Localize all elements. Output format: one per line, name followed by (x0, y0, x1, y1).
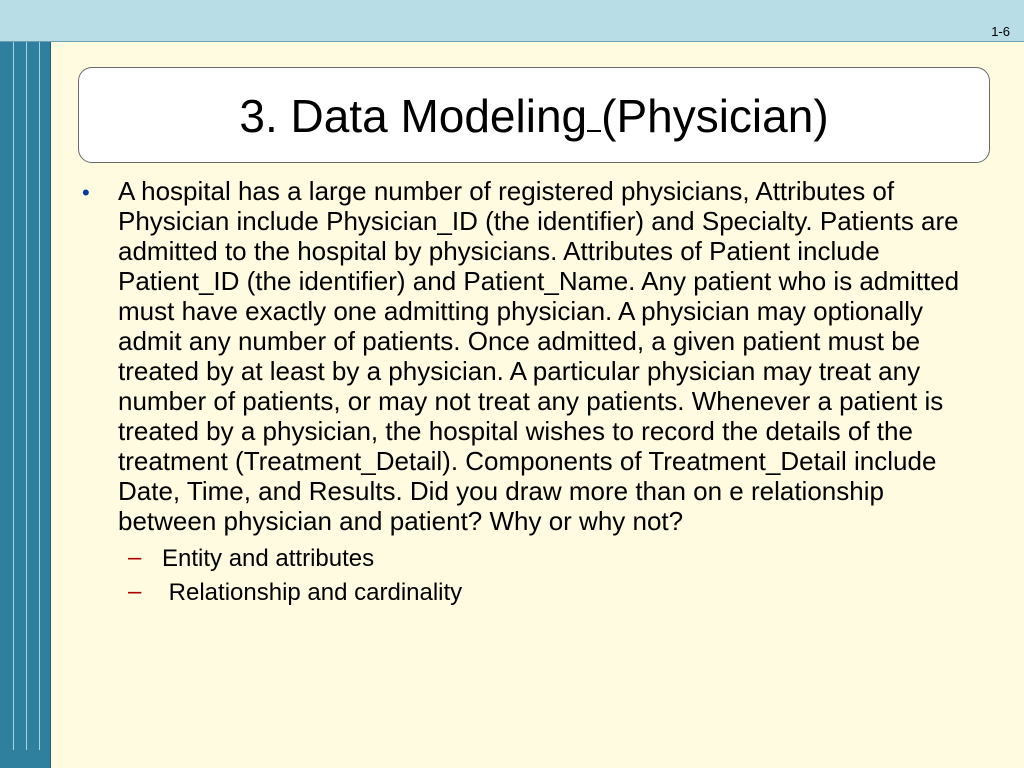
side-band-line (26, 42, 27, 750)
page-title (239, 88, 828, 143)
page-number: 1-6 (991, 24, 1010, 39)
top-band (0, 0, 1024, 42)
sub-item (128, 542, 990, 576)
title-box (78, 67, 990, 163)
dash-icon: – (128, 544, 142, 571)
slide-body (80, 176, 990, 610)
sub-list (80, 542, 990, 610)
bullet-text: A hospital has a large number of registered physicians, Attributes of Physician include Physician_ID (the identifier) and Specialty. Patients are admitted to the hospital by physicians. Attributes of Patient include Patient_ID (the identifier) and Patient_Name. Any patient who is admitted must have exactly one admitting physician. A physician may optionally admit any number of patients. Once admitted, a given patient must be treated by at least by a physician. A particular physician may treat any number of patients, or may not treat any patients. Whenever a patient is treated by a physician, the hospital wishes to record the details of the treatment (Treatment_Detail). Components of Treatment_Detail include Date, Time, and Results. Did you draw more than on e relationship between physician and patient? Why or why not? (118, 176, 960, 536)
bullet-dot-icon: • (82, 180, 90, 205)
title-part-2: (Physician) (601, 89, 829, 142)
title-part-1: 3. Data Modeling (239, 89, 588, 142)
title-underline-gap (587, 88, 601, 132)
side-band-line (39, 42, 40, 750)
sub-item-text: Entity and attributes (162, 545, 375, 572)
dash-icon: – (128, 578, 142, 605)
bullet-item (80, 176, 990, 536)
sub-item (128, 576, 990, 610)
side-band-line (13, 42, 14, 750)
sub-item-text: Relationship and cardinality (162, 579, 463, 606)
